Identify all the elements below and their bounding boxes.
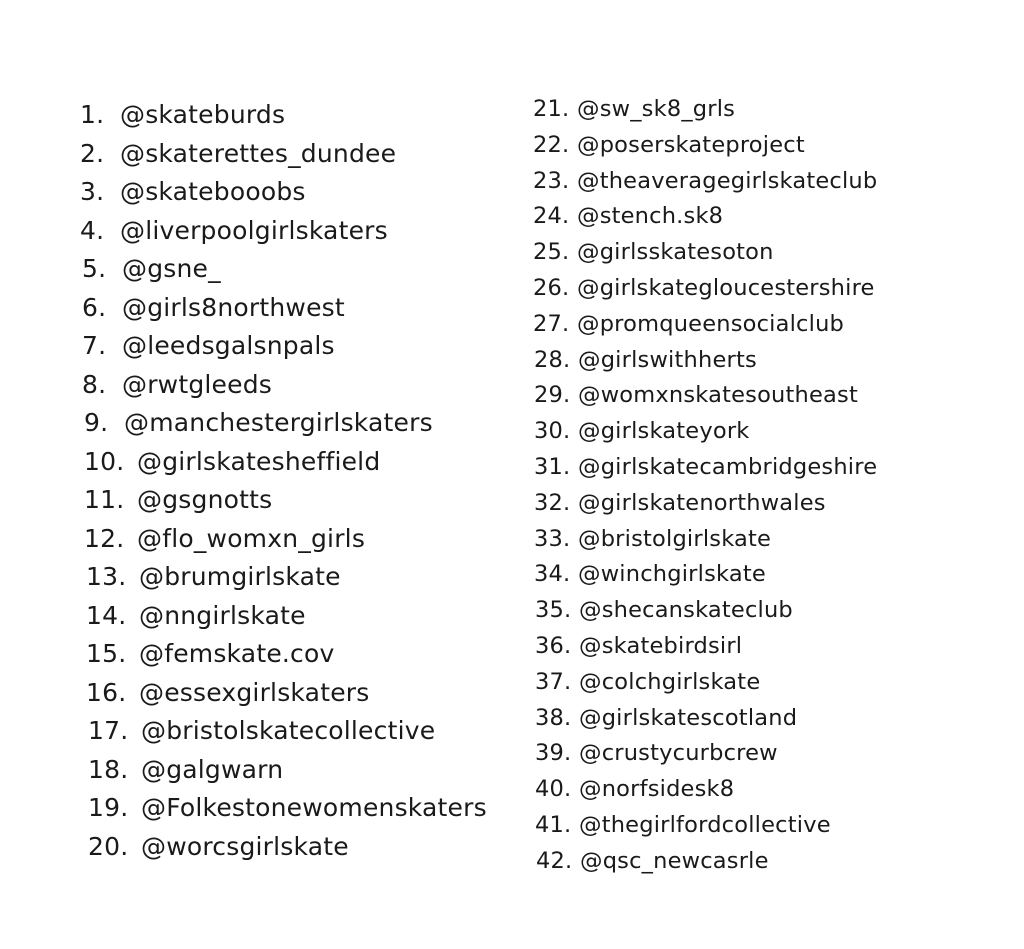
item-number: 30.: [534, 418, 571, 445]
item-number: 35.: [535, 597, 572, 624]
left-column-list: [80, 100, 520, 870]
item-number: 14.: [86, 600, 127, 630]
list-item: [533, 168, 1013, 204]
list-item: [533, 203, 1013, 239]
item-handle: @girlskatescotland: [579, 704, 798, 731]
item-handle: @crustycurbcrew: [579, 740, 778, 767]
list-item: [80, 293, 520, 332]
list-item: [533, 812, 1013, 848]
item-handle: @girlskateyork: [578, 418, 750, 445]
item-number: 26.: [533, 274, 570, 301]
item-number: 27.: [533, 310, 570, 337]
item-handle: @girlsskatesoton: [577, 239, 774, 266]
item-handle: @winchgirlskate: [578, 561, 766, 588]
item-number: 38.: [535, 704, 572, 731]
item-handle: @manchestergirlskaters: [124, 408, 433, 437]
item-number: 32.: [534, 489, 571, 516]
item-number: 10.: [84, 446, 125, 476]
item-number: 11.: [84, 485, 125, 514]
item-handle: @gsne_: [122, 254, 221, 283]
list-item: [533, 526, 1013, 562]
list-item: [80, 716, 520, 755]
list-item: [533, 239, 1013, 275]
item-handle: @skatebooobs: [120, 177, 306, 206]
item-handle: @gsgnotts: [137, 485, 273, 514]
list-item: [80, 755, 520, 794]
item-number: 34.: [534, 561, 571, 588]
item-handle: @bristolgirlskate: [578, 525, 772, 552]
item-handle: @nngirlskate: [139, 600, 306, 630]
item-number: 2.: [80, 138, 105, 168]
item-number: 4.: [80, 215, 105, 245]
list-item: [533, 848, 1013, 884]
right-column-list: [533, 96, 1013, 884]
item-number: 28.: [534, 346, 571, 373]
list-item: [80, 177, 520, 216]
item-handle: @theaveragegirlskateclub: [577, 167, 878, 194]
list-item: [80, 408, 520, 447]
list-item: [533, 740, 1013, 776]
item-number: 42.: [536, 847, 573, 874]
item-handle: @bristolskatecollective: [141, 716, 436, 745]
item-handle: @girlskatecambridgeshire: [578, 453, 878, 480]
item-number: 24.: [533, 203, 570, 230]
list-item: [80, 100, 520, 139]
item-handle: @qsc_newcasrle: [580, 847, 769, 874]
list-item: [80, 793, 520, 832]
item-number: 41.: [535, 811, 572, 838]
item-number: 16.: [86, 677, 127, 707]
item-handle: @rwtgleeds: [122, 369, 272, 399]
item-number: 21.: [533, 96, 570, 122]
list-item: [80, 639, 520, 678]
item-number: 39.: [535, 740, 572, 767]
item-handle: @girlskategloucestershire: [577, 274, 875, 301]
item-number: 3.: [80, 177, 105, 206]
list-item: [80, 216, 520, 255]
list-item: [80, 562, 520, 601]
item-number: 7.: [82, 331, 107, 360]
item-number: 1.: [80, 100, 105, 129]
list-item: [533, 633, 1013, 669]
item-number: 13.: [86, 562, 127, 591]
item-handle: @galgwarn: [141, 754, 284, 784]
item-handle: @girlskatenorthwales: [578, 489, 826, 516]
list-item: [533, 96, 1013, 132]
item-number: 9.: [84, 408, 109, 437]
list-item: [533, 418, 1013, 454]
list-item: [533, 776, 1013, 812]
list-item: [80, 370, 520, 409]
list-item: [80, 678, 520, 717]
list-item: [80, 254, 520, 293]
item-handle: @shecanskateclub: [579, 597, 793, 624]
item-number: 40.: [535, 776, 572, 803]
item-number: 17.: [88, 716, 129, 745]
item-handle: @girls8northwest: [122, 292, 345, 322]
item-number: 15.: [86, 639, 127, 668]
item-number: 33.: [534, 525, 571, 552]
item-number: 18.: [88, 754, 129, 784]
list-item: [533, 454, 1013, 490]
item-number: 6.: [82, 292, 107, 322]
item-handle: @promqueensocialclub: [577, 310, 845, 337]
item-handle: @liverpoolgirlskaters: [120, 215, 388, 245]
item-handle: @worcsgirlskate: [141, 831, 349, 861]
item-number: 31.: [534, 453, 571, 480]
item-handle: @leedsgalsnpals: [122, 331, 335, 360]
item-number: 19.: [88, 793, 129, 822]
list-item: [80, 524, 520, 563]
item-handle: @skaterettes_dundee: [120, 138, 397, 168]
item-handle: @thegirlfordcollective: [579, 811, 831, 838]
item-handle: @Folkestonewomenskaters: [141, 793, 487, 822]
item-handle: @sw_sk8_grls: [577, 96, 736, 122]
item-number: 29.: [534, 382, 571, 409]
item-handle: @skateburds: [120, 100, 286, 129]
item-handle: @skatebirdsirl: [579, 632, 743, 659]
list-item: [533, 561, 1013, 597]
list-item: [80, 447, 520, 486]
item-handle: @femskate.cov: [139, 639, 335, 668]
list-item: [80, 331, 520, 370]
item-handle: @colchgirlskate: [579, 668, 761, 695]
item-handle: @norfsidesk8: [579, 776, 735, 803]
item-handle: @girlswithherts: [578, 346, 757, 373]
list-item: [80, 485, 520, 524]
list-item: [533, 490, 1013, 526]
item-handle: @poserskateproject: [577, 131, 805, 158]
list-item: [533, 382, 1013, 418]
item-handle: @stench.sk8: [577, 203, 724, 230]
list-item: [533, 347, 1013, 383]
list-item: [533, 669, 1013, 705]
item-handle: @womxnskatesoutheast: [578, 382, 858, 409]
item-number: 25.: [533, 239, 570, 266]
item-number: 12.: [84, 523, 125, 553]
item-number: 37.: [535, 668, 572, 695]
item-handle: @brumgirlskate: [139, 562, 341, 591]
list-item: [80, 139, 520, 178]
item-number: 8.: [82, 369, 107, 399]
list-item: [80, 601, 520, 640]
list-item: [533, 597, 1013, 633]
list-item: [533, 311, 1013, 347]
item-number: 5.: [82, 254, 107, 283]
list-item: [533, 275, 1013, 311]
list-item: [80, 832, 520, 871]
item-number: 22.: [533, 131, 570, 158]
item-number: 20.: [88, 831, 129, 861]
list-item: [533, 705, 1013, 741]
item-number: 36.: [535, 632, 572, 659]
list-item: [533, 132, 1013, 168]
item-number: 23.: [533, 167, 570, 194]
item-handle: @essexgirlskaters: [139, 677, 370, 707]
item-handle: @flo_womxn_girls: [137, 523, 366, 553]
item-handle: @girlskatesheffield: [137, 446, 381, 476]
